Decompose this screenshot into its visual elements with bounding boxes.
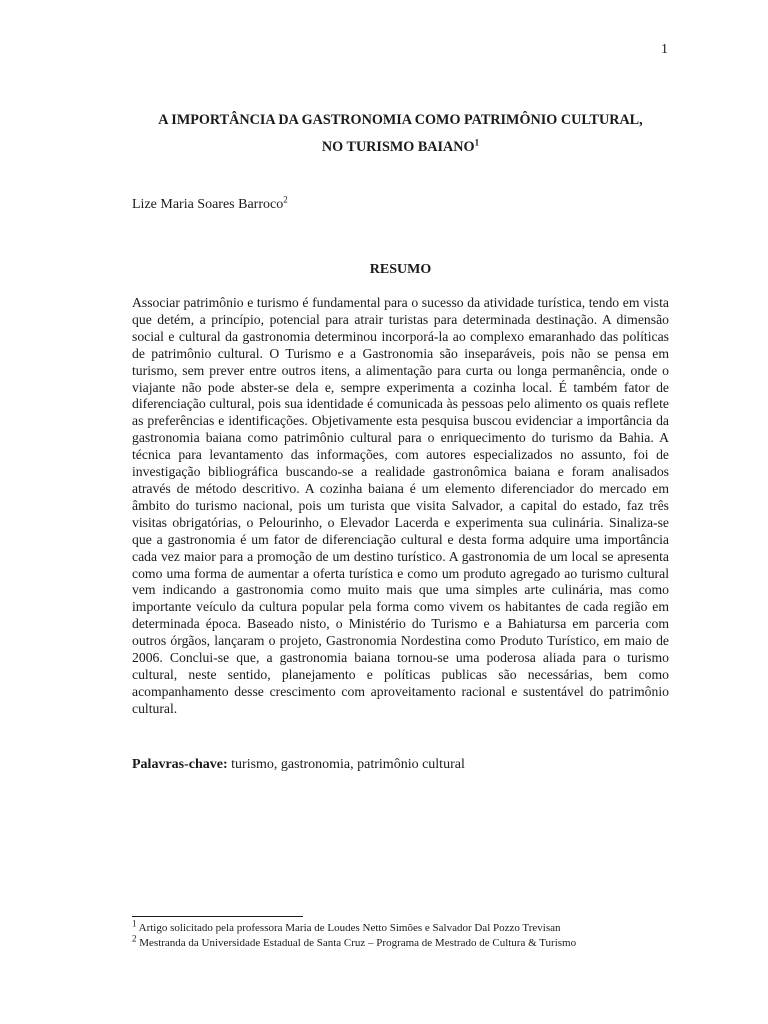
footnote-separator bbox=[132, 916, 303, 917]
document-title bbox=[132, 107, 669, 161]
keywords-label: Palavras-chave: bbox=[132, 757, 228, 772]
footnote-1-text: Artigo solicitado pela professora Maria de Loudes Netto Simões e Salvador Dal Pozzo Trevisan bbox=[136, 922, 561, 934]
page-number: 1 bbox=[661, 42, 668, 57]
abstract-text: Associar patrimônio e turismo é fundamental para o sucesso da atividade turística, tendo em vista que detém, a princípio, potencial para atrair turistas para determinada destinação. A dimensão social e cultural da gastronomia determinou incorporá-la ao complexo emaranhado das políticas de patrimônio cultural. O Turismo e a Gastronomia são inseparáveis, pois não se pensa em turismo, sem prever entre outros itens, a alimentação para curta ou longa permanência, onde o viajante não pode abster-se dela e, sempre experimenta a cozinha local. É também fator de diferenciação cultural, pois sua identidade é comunicada às pessoas pelo alimento os quais reflete as preferências e identificações. Objetivamente esta pesquisa buscou evidenciar a importância da gastronomia baiana como patrimônio cultural para o enriquecimento do turismo da Bahia. A técnica para levantamento das informações, com autores especializados no assunto, foi de investigação bibliográfica buscando-se a realidade gastronômica baiana e foram analisados através de método descritivo. A cozinha baiana é um elemento diferenciador do mercado em âmbito do turismo nacional, pois um turista que visita Salvador, a capital do estado, faz três visitas obrigatórias, o Pelourinho, o Elevador Lacerda e experimenta sua culinária. Sinaliza-se que a gastronomia é um fator de diferenciação cultural e desta forma adquire uma importância cada vez maior para a promoção de um destino turístico. A gastronomia de um local se apresenta como uma forma de aumentar a oferta turística e como um produto agregado ao turismo cultural vem indicando a gastronomia como muito mais que uma simples arte culinária, mas como importante veículo da cultura popular pela forma como vivem os habitantes de cada região em determinada época. Baseado nisto, o Ministério do Turismo e a Bahiatursa em parceria com outros órgãos, lançaram o projeto, Gastronomia Nordestina como Produto Turístico, em maio de 2006. Conclui-se que, a gastronomia baiana tornou-se uma poderosa aliada para o turismo cultural, neste sentido, planejamento e políticas publicas são necessárias, bem como acompanhamento desse crescimento com aproveitamento racional e sustentável do patrimônio cultural. bbox=[132, 295, 669, 716]
footnotes bbox=[132, 918, 577, 951]
title-line-2 bbox=[132, 134, 669, 161]
author-footnote-mark: 2 bbox=[283, 194, 288, 205]
footnote-1 bbox=[132, 918, 576, 936]
footnote-2-text: Mestranda da Universidade Estadual de Santa Cruz – Programa de Mestrado de Cultura & Turismo bbox=[136, 937, 577, 949]
abstract bbox=[132, 295, 669, 718]
title-line-2-text: NO TURISMO BAIANO bbox=[321, 139, 475, 155]
keywords-value: turismo, gastronomia, patrimônio cultural bbox=[227, 757, 465, 772]
footnote-2-mark: 2 bbox=[132, 933, 137, 944]
title-footnote-mark: 1 bbox=[474, 137, 480, 148]
author-line bbox=[132, 194, 288, 213]
title-line-1: A IMPORTÂNCIA DA GASTRONOMIA COMO PATRIMÔNIO CULTURAL, bbox=[158, 112, 643, 128]
footnote-1-mark: 1 bbox=[132, 918, 137, 929]
footnote-2 bbox=[132, 933, 577, 951]
keywords bbox=[132, 757, 465, 773]
author-name: Lize Maria Soares Barroco bbox=[132, 197, 284, 212]
resumo-heading: RESUMO bbox=[369, 262, 432, 277]
